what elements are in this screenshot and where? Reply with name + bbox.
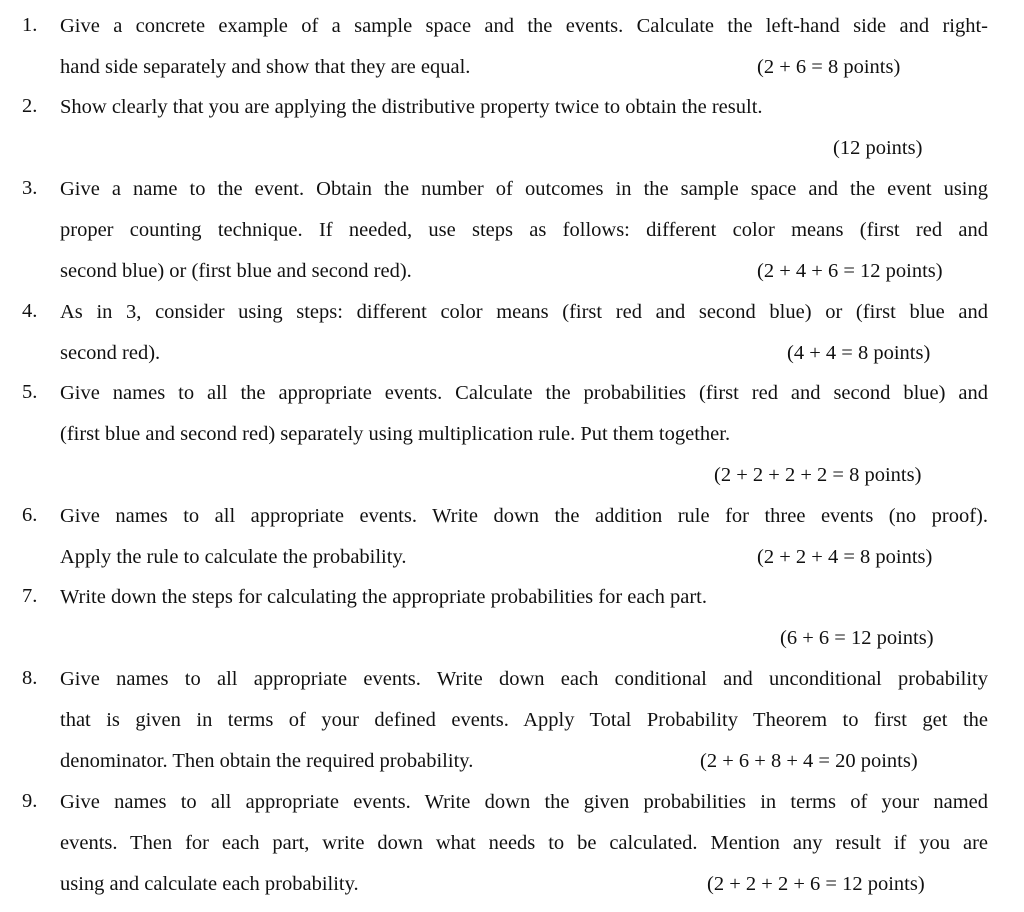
item-text-line: Give a concrete example of a sample space and the events. Calculate the left-hand side and right- <box>60 15 988 37</box>
item-points: (2 + 2 + 4 = 8 points) <box>757 546 933 568</box>
item-number: 3. <box>22 177 38 199</box>
item-number: 2. <box>22 95 38 117</box>
item-number: 5. <box>22 381 38 403</box>
item-text-line: events. Then for each part, write down what needs to be calculated. Mention any result if you are <box>60 832 988 854</box>
item-points: (2 + 4 + 6 = 12 points) <box>757 260 943 282</box>
item-text-line: Give names to all appropriate events. Write down the addition rule for three events (no proof). <box>60 505 988 527</box>
item-number: 1. <box>22 14 38 36</box>
item-text-line: that is given in terms of your defined events. Apply Total Probability Theorem to first get the <box>60 709 988 731</box>
item-text-line: using and calculate each probability. <box>60 873 359 895</box>
item-text-line: proper counting technique. If needed, use steps as follows: different color means (first red and <box>60 219 988 241</box>
item-points: (12 points) <box>833 137 923 159</box>
item-text-line: Give names to all the appropriate events. Calculate the probabilities (first red and second blue) and <box>60 382 988 404</box>
item-points: (2 + 6 + 8 + 4 = 20 points) <box>700 750 918 772</box>
item-points: (2 + 6 = 8 points) <box>757 56 901 78</box>
item-text-line: second red). <box>60 342 161 364</box>
item-number: 6. <box>22 504 38 526</box>
item-text-line: Give a name to the event. Obtain the number of outcomes in the sample space and the event using <box>60 178 988 200</box>
item-points: (2 + 2 + 2 + 6 = 12 points) <box>707 873 925 895</box>
item-text-line: (first blue and second red) separately using multiplication rule. Put them together. <box>60 423 731 445</box>
item-text-line: As in 3, consider using steps: different color means (first red and second blue) or (first blue and <box>60 301 988 323</box>
item-number: 8. <box>22 667 38 689</box>
item-text-line: Give names to all appropriate events. Write down each conditional and unconditional probability <box>60 668 988 690</box>
item-points: (6 + 6 = 12 points) <box>780 627 934 649</box>
item-text-line: Give names to all appropriate events. Write down the given probabilities in terms of your named <box>60 791 988 813</box>
item-text-line: hand side separately and show that they are equal. <box>60 56 471 78</box>
item-text-line: denominator. Then obtain the required probability. <box>60 750 474 772</box>
item-text-line: Show clearly that you are applying the distributive property twice to obtain the result. <box>60 96 763 118</box>
item-text-line: second blue) or (first blue and second red). <box>60 260 412 282</box>
item-number: 7. <box>22 585 38 607</box>
item-number: 9. <box>22 790 38 812</box>
item-text-line: Apply the rule to calculate the probability. <box>60 546 407 568</box>
item-points: (4 + 4 = 8 points) <box>787 342 931 364</box>
item-points: (2 + 2 + 2 + 2 = 8 points) <box>714 464 922 486</box>
item-number: 4. <box>22 300 38 322</box>
item-text-line: Write down the steps for calculating the appropriate probabilities for each part. <box>60 586 707 608</box>
